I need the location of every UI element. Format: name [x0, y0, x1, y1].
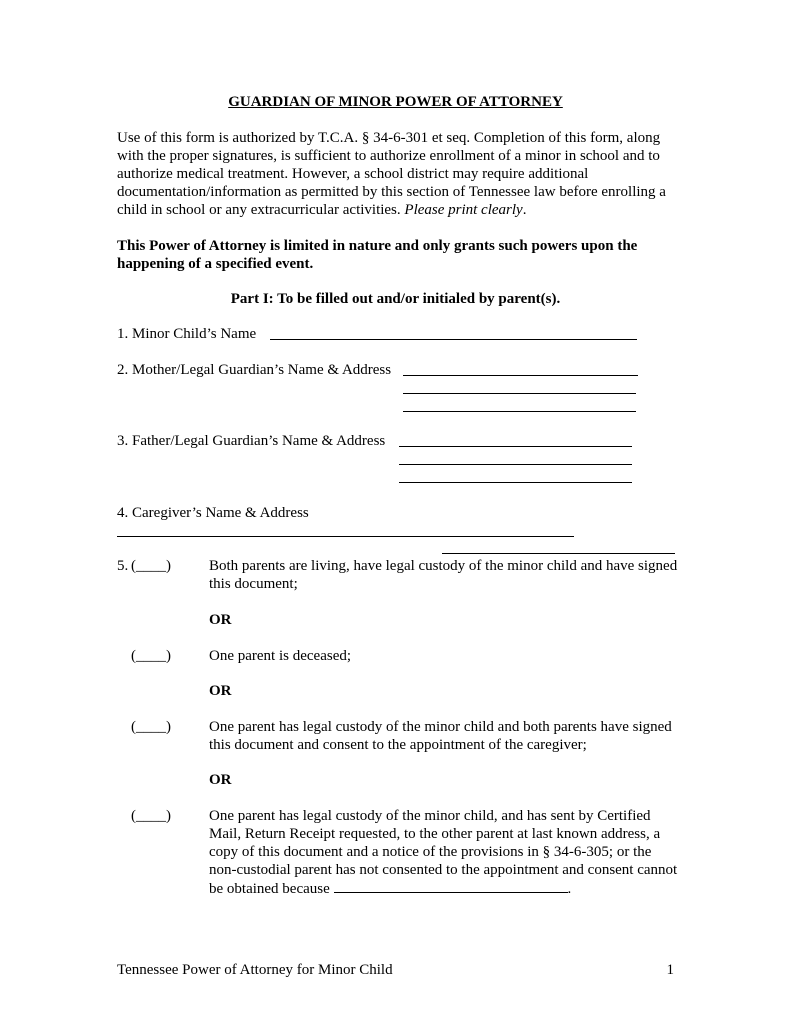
option4-end: .: [567, 881, 572, 897]
option1-checkbox[interactable]: (____): [131, 558, 171, 574]
option3-text: One parent has legal custody of the minor child and both parents have signed this document and consent to the appointment of the caregiver;: [209, 719, 672, 753]
or-label-2: OR: [209, 683, 232, 699]
father-guardian-label: 3. Father/Legal Guardian’s Name & Address: [117, 433, 386, 449]
document-title: GUARDIAN OF MINOR POWER OF ATTORNEY: [228, 94, 563, 110]
footer-title: Tennessee Power of Attorney for Minor Child: [117, 962, 393, 978]
option2-checkbox[interactable]: (____): [131, 648, 171, 664]
intro-text: Use of this form is authorized by T.C.A. § 34-6-301 et seq. Completion of this form, along with the proper signatures, is sufficient to authorize enrollment of a minor in school and to authorize medical treatment. However, a school district may require additional documentation/information as permitted by this section of Tennessee law before enrolling a child in school or any extracurricular activities.: [117, 130, 666, 218]
page-number: 1: [666, 962, 674, 978]
option2-text: One parent is deceased;: [209, 648, 352, 664]
option4-checkbox[interactable]: (____): [131, 808, 171, 824]
caregiver-label: 4. Caregiver’s Name & Address: [117, 505, 309, 521]
father-guardian-field-line3[interactable]: [399, 482, 632, 483]
or-label-1: OR: [209, 612, 232, 628]
mother-guardian-field-line3[interactable]: [403, 411, 636, 412]
mother-guardian-field-line1[interactable]: [403, 375, 638, 376]
mother-guardian-label: 2. Mother/Legal Guardian’s Name & Address: [117, 362, 392, 378]
intro-paragraph: [117, 129, 677, 219]
caregiver-field-line2[interactable]: [442, 553, 675, 554]
intro-end: .: [522, 202, 527, 218]
or-label-3: OR: [209, 772, 232, 788]
option1-text: Both parents are living, have legal custody of the minor child and have signed this document;: [209, 558, 678, 592]
limited-notice: This Power of Attorney is limited in nature and only grants such powers upon the happening of a specified event.: [117, 238, 638, 272]
mother-guardian-field-line2[interactable]: [403, 393, 636, 394]
caregiver-field-line1[interactable]: [117, 536, 574, 537]
minor-child-name-label: 1. Minor Child’s Name: [117, 326, 257, 342]
option4-reason-field[interactable]: [334, 879, 568, 893]
part1-heading: Part I: To be filled out and/or initialed by parent(s).: [230, 291, 561, 307]
option4-text: One parent has legal custody of the minor child, and has sent by Certified Mail, Return Receipt requested, to the other parent at last known address, a copy of this document and a notice of the provisions in § 34-6-305; or the non-custodial parent has not consented to the appointment and consent cannot be obtained because: [209, 808, 678, 897]
section5-number: 5.: [117, 558, 129, 574]
father-guardian-field-line2[interactable]: [399, 464, 632, 465]
option4-paragraph: [209, 807, 679, 898]
father-guardian-field-line1[interactable]: [399, 446, 632, 447]
intro-emphasis: Please print clearly: [404, 202, 523, 218]
option3-checkbox[interactable]: (____): [131, 719, 171, 735]
minor-child-name-field[interactable]: [270, 339, 637, 340]
